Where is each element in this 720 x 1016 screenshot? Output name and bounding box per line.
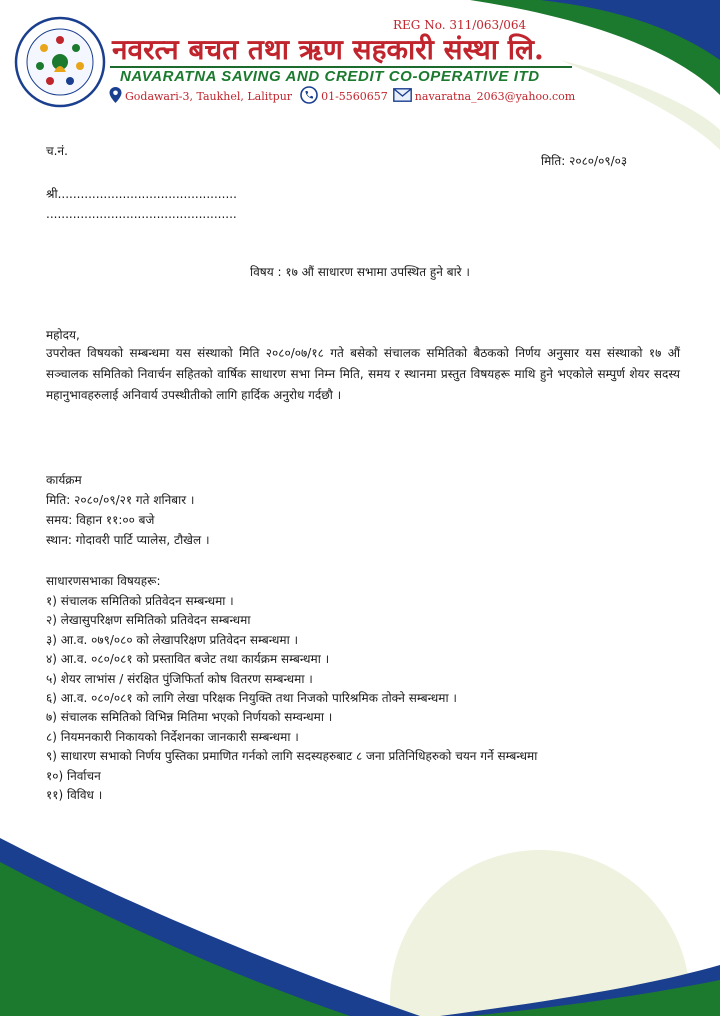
agenda-item: ३) आ.व. ०७९/०८० को लेखापरिक्षण प्रतिवेदन सम्बन्धमा । — [46, 632, 299, 647]
contact-line — [106, 85, 575, 107]
registration-number: REG No. 311/063/064 — [393, 18, 527, 32]
agenda-heading: साधारणसभाका विषयहरू: — [46, 574, 161, 588]
phone-icon — [300, 86, 318, 107]
reference-number-label: च.नं. — [46, 144, 68, 158]
agenda-item: ५) शेयर लाभांस / संरक्षित पुंजिफिर्ता कोष वितरण सम्बन्धमा । — [46, 671, 313, 686]
email-icon — [393, 88, 412, 105]
agenda-item: १) संचालक समितिको प्रतिवेदन सम्बन्धमा । — [46, 594, 234, 608]
organization-name-english: NAVARATNA SAVING AND CREDIT CO-OPERATIVE ITD — [120, 68, 540, 85]
recipient-line-1: श्री............................................... — [46, 187, 237, 201]
phone-text: 01-5560657 — [321, 89, 388, 103]
letter-date: मिति: २०८०/०९/०३ — [541, 154, 628, 168]
program-date: मिति: २०८०/०९/२१ गते शनिबार । — [46, 493, 195, 507]
letter-body-paragraph: उपरोक्त विषयको सम्बन्धमा यस संस्थाको मिति २०८०/०७/१८ गते बसेको संचालक समितिको बैठकको निर्णय अनुसार यस संस्थाको १७ औं सञ्चालक समितिको निवार्चन सहितको वार्षिक साधारण सभा निम्न मिति, समय र स्थानमा प्रस्तुत विषयहरू माथि हुने भएकोले सम्पुर्ण शेयर सदस्य महानुभावहरुलाई अनिवार्य उपस्थीतीको लागि हार्दिक अनुरोध गर्दछौ । — [46, 346, 680, 402]
address-text: Godawari-3, Taukhel, Lalitpur — [125, 89, 293, 103]
location-pin-icon — [109, 87, 122, 106]
agenda-item: ७) संचालक समितिको विभिन्न मितिमा भएको निर्णयको सम्वन्धमा । — [46, 710, 333, 725]
agenda-item: १०) निर्वाचन — [46, 768, 101, 783]
agenda-item: ८) नियमनकारी निकायको निर्देशनका जानकारी सम्बन्धमा । — [46, 729, 299, 744]
program-heading: कार्यक्रम — [46, 473, 82, 487]
salutation: महोदय, — [46, 328, 80, 342]
organization-name-nepali: नवरत्न बचत तथा ऋण सहकारी संस्था लि. — [112, 33, 544, 66]
program-venue: स्थान: गोदावरी पार्टि प्यालेस, टौखेल । — [46, 533, 210, 547]
agenda-item: २) लेखासुपरिक्षण समितिको प्रतिवेदन सम्बन्धमा — [46, 613, 251, 628]
recipient-line-2: .................................................. — [46, 207, 237, 221]
agenda-item: ६) आ.व. ०८०/०८१ को लागि लेखा परिक्षक नियुक्ति तथा निजको पारिश्रमिक तोक्ने सम्बन्धमा । — [46, 690, 457, 705]
email-text: navaratna_2063@yahoo.com — [414, 89, 576, 103]
program-time: समय: विहान ११:०० बजे — [46, 513, 155, 527]
agenda-item: ९) साधारण सभाको निर्णय पुस्तिका प्रमाणित गर्नको लागि सदस्यहरुबाट ८ जना प्रतिनिधिहरुको चयन गर्ने सम्बन्धमा — [46, 749, 538, 764]
agenda-item: ११) विविध । — [46, 787, 103, 802]
agenda-item: ४) आ.व. ०८०/०८१ को प्रस्तावित बजेट तथा कार्यक्रम सम्बन्धमा । — [46, 652, 330, 667]
agenda-list — [46, 592, 537, 805]
cooperative-logo-seal — [14, 16, 106, 108]
letter-subject: विषय : १७ औं साधारण सभामा उपस्थित हुने बारे । — [250, 265, 470, 279]
